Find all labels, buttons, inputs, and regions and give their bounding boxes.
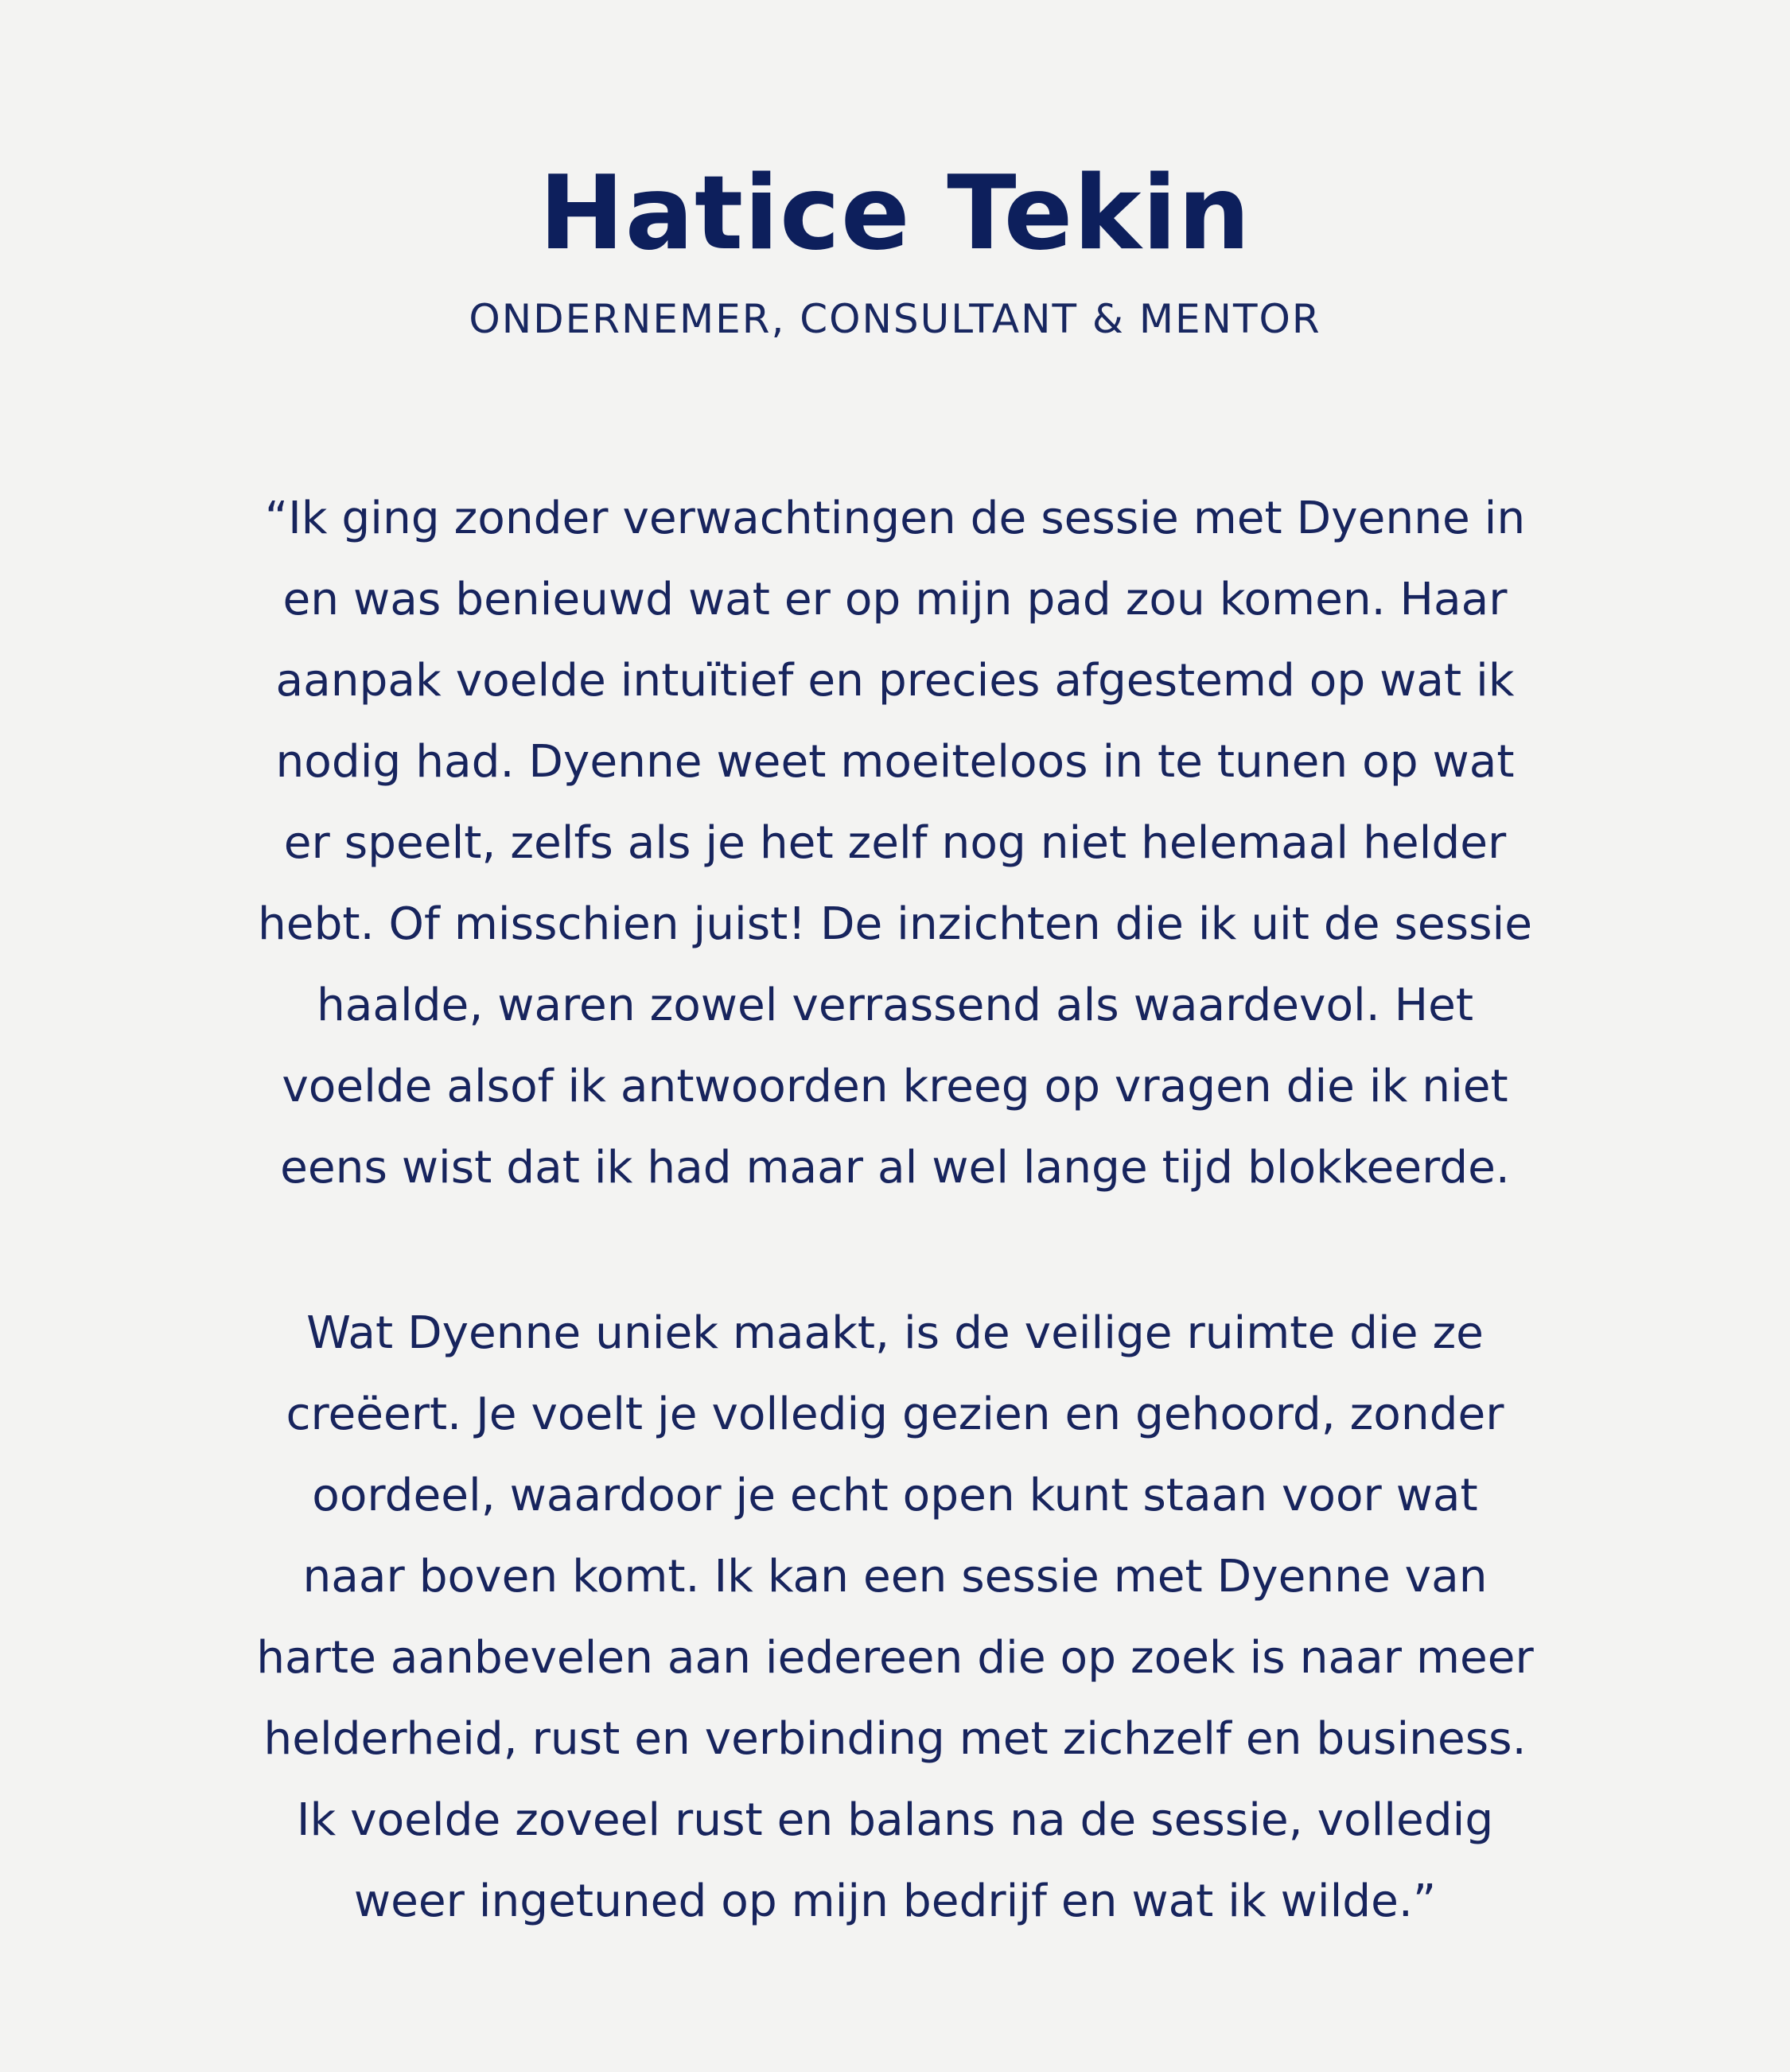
- quote-line: oordeel, waardoor je echt open kunt staan voor wat: [312, 1470, 1478, 1521]
- quote-line: Ik voelde zoveel rust en balans na de sessie, volledig: [296, 1794, 1494, 1846]
- quote-line: creëert. Je voelt je volledig gezien en gehoord, zonder: [286, 1388, 1504, 1440]
- quote-line: hebt. Of misschien juist! De inzichten die ik uit de sessie: [258, 898, 1532, 950]
- quote-line: Wat Dyenne uniek maakt, is de veilige ruimte die ze: [306, 1307, 1484, 1359]
- quote-line: harte aanbevelen aan iedereen die op zoek is naar meer: [256, 1632, 1534, 1684]
- quote-line: aanpak voelde intuïtief en precies afgestemd op wat ik: [275, 655, 1515, 707]
- testimonial-header: [0, 154, 1790, 342]
- quote-line: er speelt, zelfs als je het zelf nog niet helemaal helder: [283, 817, 1507, 869]
- person-role: ONDERNEMER, CONSULTANT & MENTOR: [469, 296, 1321, 342]
- quote-line: weer ingetuned op mijn bedrijf en wat ik wilde.”: [353, 1875, 1437, 1927]
- testimonial-paragraph-1: [208, 478, 1582, 1209]
- quote-line: eens wist dat ik had maar al wel lange tijd blokkeerde.: [280, 1142, 1510, 1194]
- quote-line: helderheid, rust en verbinding met zichzelf en business.: [263, 1713, 1527, 1765]
- person-name: Hatice Tekin: [539, 154, 1251, 273]
- quote-line: “Ik ging zonder verwachtingen de sessie met Dyenne in: [264, 493, 1526, 544]
- quote-line: voelde alsof ik antwoorden kreeg op vragen die ik niet: [282, 1061, 1508, 1112]
- quote-line: haalde, waren zowel verrassend als waardevol. Het: [316, 980, 1474, 1031]
- quote-line: en was benieuwd wat er op mijn pad zou komen. Haar: [282, 574, 1508, 625]
- quote-line: nodig had. Dyenne weet moeiteloos in te tunen op wat: [275, 736, 1515, 788]
- testimonial-paragraph-2: [208, 1293, 1582, 1942]
- quote-line: naar boven komt. Ik kan een sessie met Dyenne van: [302, 1551, 1488, 1603]
